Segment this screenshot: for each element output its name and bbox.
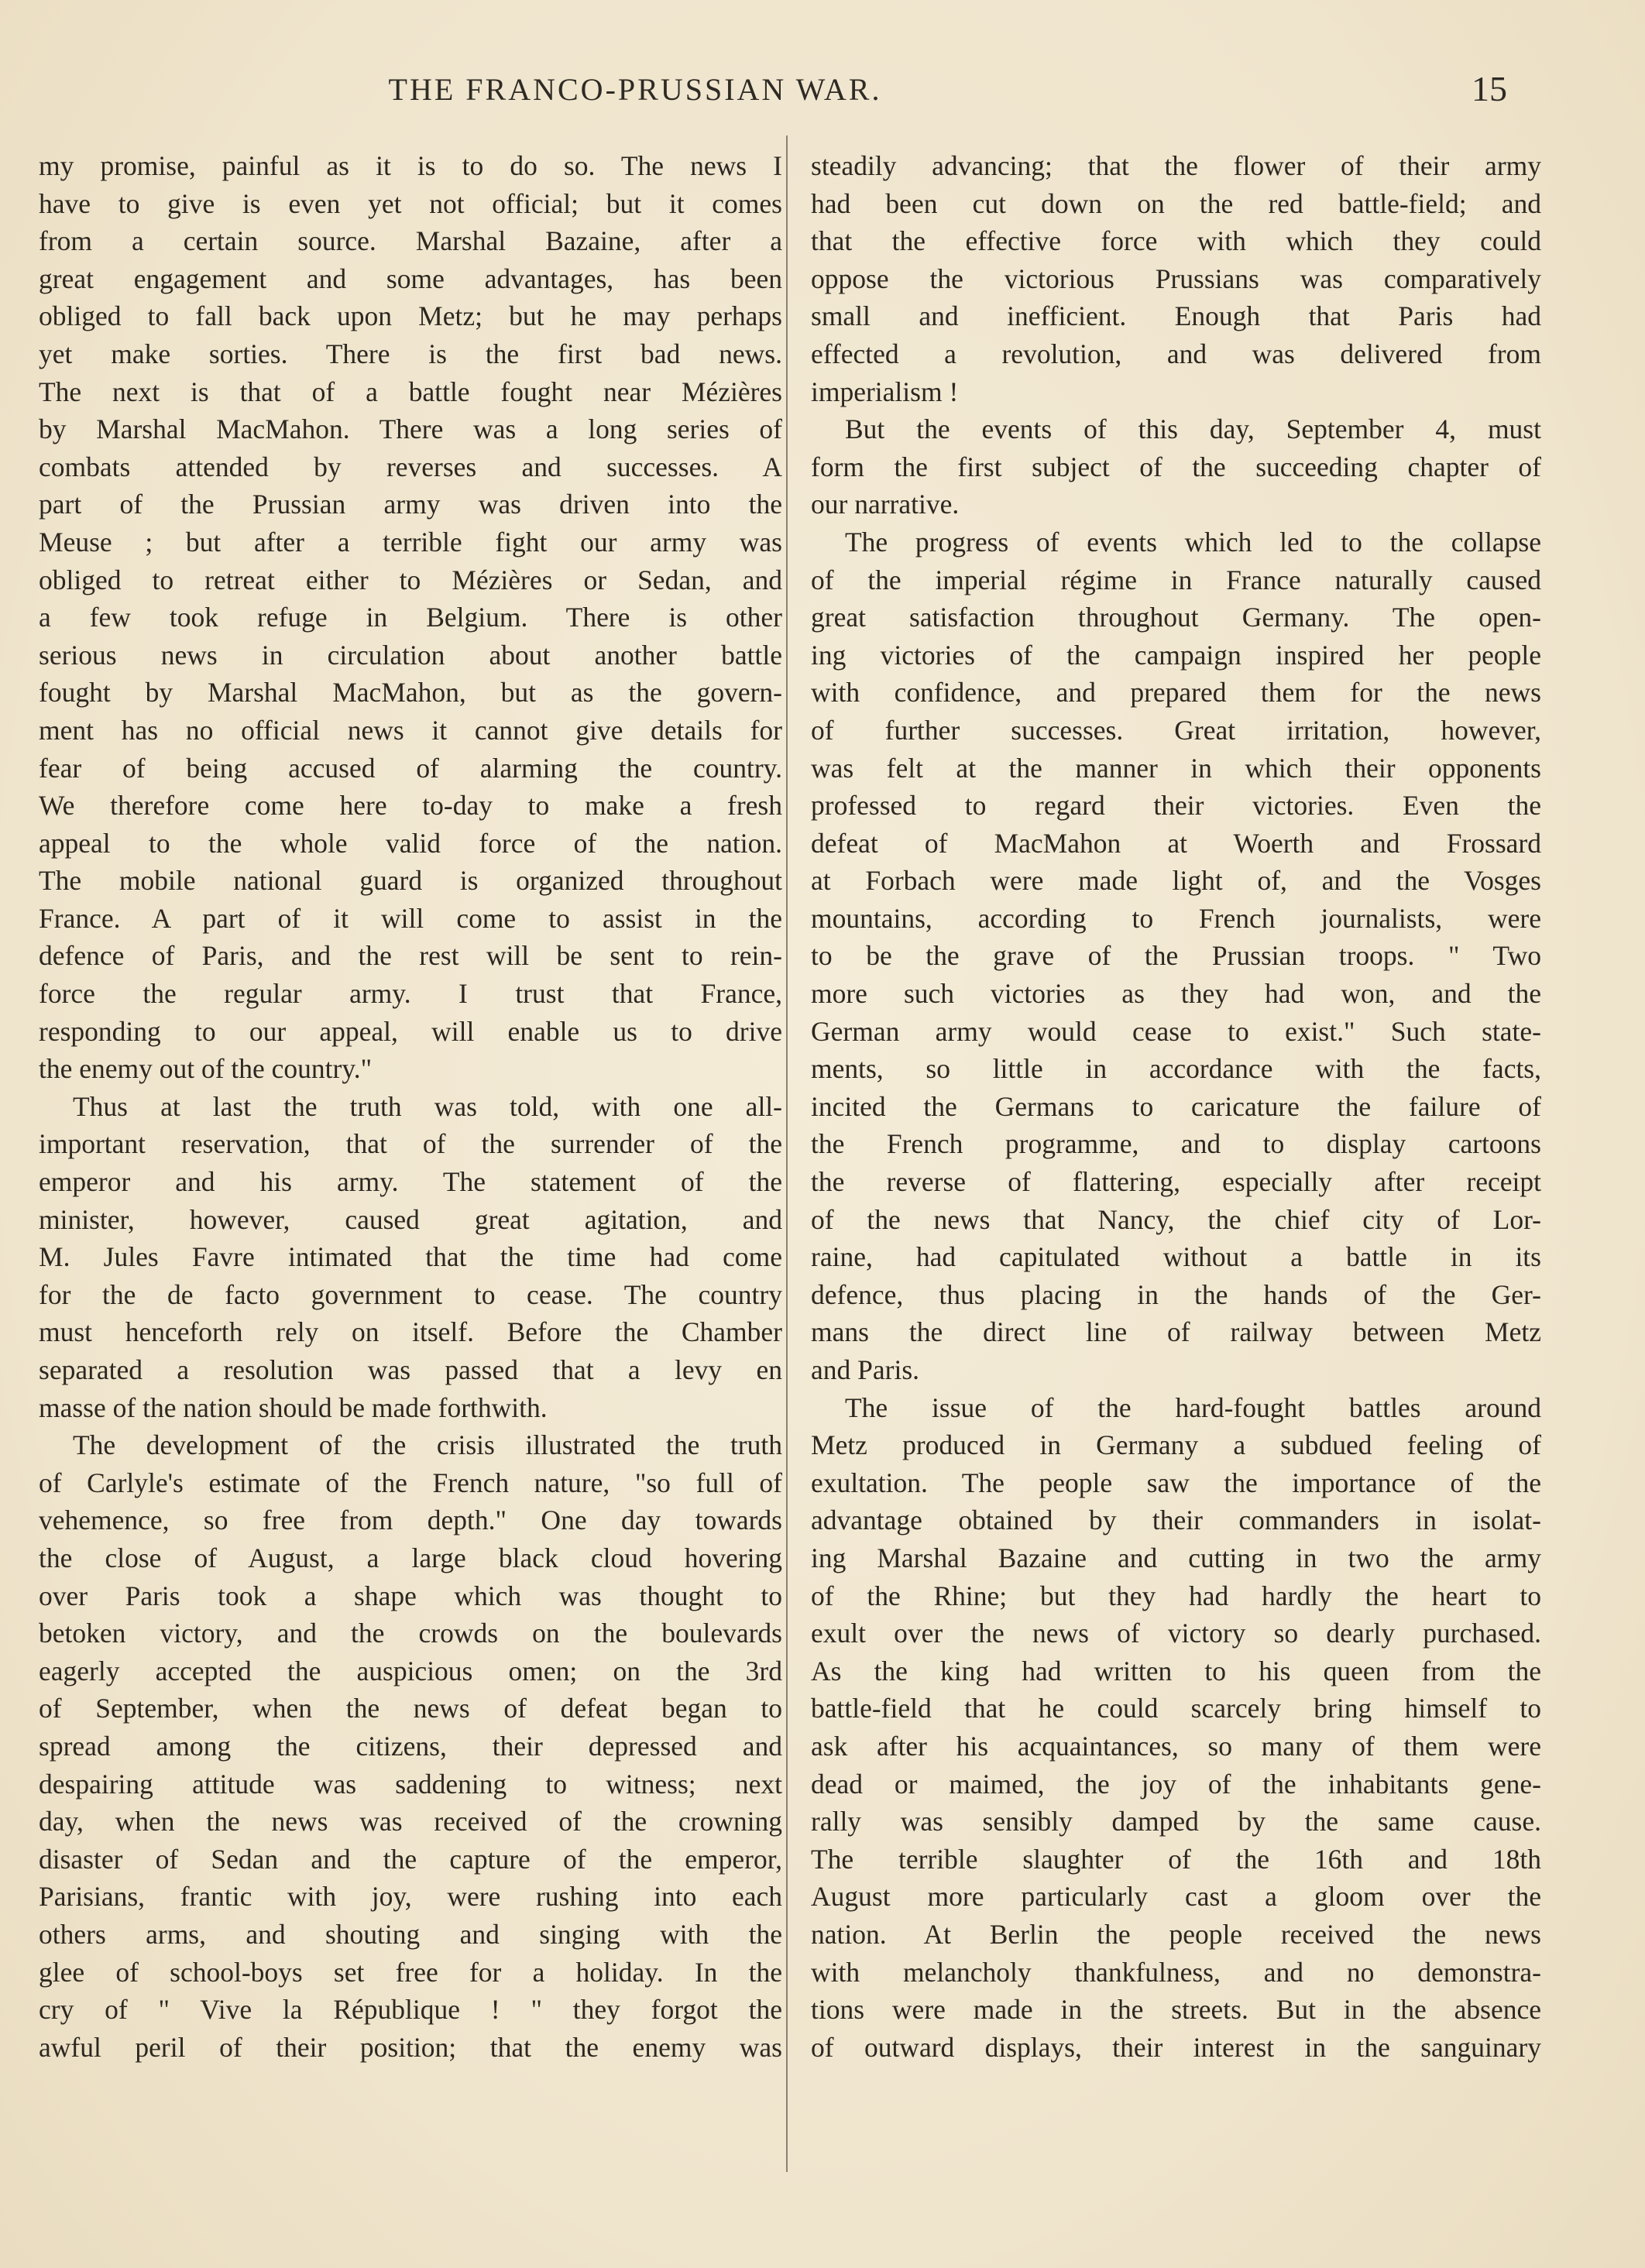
text-line: eagerly accepted the auspicious omen; on the 3rd xyxy=(39,1655,782,1686)
text-line: Parisians, frantic with joy, were rushing into each xyxy=(39,1881,782,1913)
text-line: rally was sensibly damped by the same cause. xyxy=(811,1806,1541,1837)
text-line: ask after his acquaintances, so many of them were xyxy=(811,1730,1541,1762)
text-line: separated a resolution was passed that a levy en xyxy=(39,1354,782,1385)
text-line: our narrative. xyxy=(811,489,960,520)
text-line: obliged to retreat either to Mézières or Sedan, and xyxy=(39,564,782,595)
text-line: of the imperial régime in France naturally caused xyxy=(811,564,1541,595)
text-line: yet make sorties. There is the first bad news. xyxy=(39,338,782,369)
text-line: vehemence, so free from depth." One day towards xyxy=(39,1505,782,1536)
running-title: THE FRANCO-PRUSSIAN WAR. xyxy=(388,72,882,107)
text-line: fought by Marshal MacMahon, but as the govern- xyxy=(39,677,782,709)
text-line: ing victories of the campaign inspired her people xyxy=(811,639,1541,671)
text-line: for the de facto government to cease. The country xyxy=(39,1278,782,1310)
text-line: small and inefficient. Enough that Paris had xyxy=(811,300,1541,332)
text-line: mans the direct line of railway between Metz xyxy=(811,1316,1541,1348)
text-line: had been cut down on the red battle-field; and xyxy=(811,187,1541,219)
text-line: defence, thus placing in the hands of the Ger- xyxy=(811,1278,1541,1310)
text-line: over Paris took a shape which was thought to xyxy=(39,1580,782,1611)
text-line: force the regular army. I trust that France, xyxy=(39,978,782,1010)
text-line: of September, when the news of defeat began to xyxy=(39,1693,782,1724)
text-line: of the Rhine; but they had hardly the heart to xyxy=(811,1580,1541,1611)
text-line: fear of being accused of alarming the country. xyxy=(39,752,782,784)
text-line: and Paris. xyxy=(811,1354,920,1385)
text-line: The terrible slaughter of the 16th and 18th xyxy=(811,1843,1541,1875)
text-line: ments, so little in accordance with the facts, xyxy=(811,1053,1541,1085)
text-line: important reservation, that of the surrender of the xyxy=(39,1128,782,1160)
text-line: was felt at the manner in which their opponents xyxy=(811,752,1541,784)
text-line: France. A part of it will come to assist in the xyxy=(39,902,782,934)
text-line: professed to regard their victories. Even the xyxy=(811,790,1541,822)
text-line: mountains, according to French journalists, were xyxy=(811,902,1541,934)
text-line: nation. At Berlin the people received the news xyxy=(811,1918,1541,1950)
text-line: spread among the citizens, their depressed and xyxy=(39,1730,782,1762)
text-line: my promise, painful as it is to do so. The news I xyxy=(39,150,782,181)
text-line: responding to our appeal, will enable us to drive xyxy=(39,1015,782,1047)
text-line: incited the Germans to caricature the failure of xyxy=(811,1090,1541,1122)
text-line: ment has no official news it cannot give details for xyxy=(39,714,782,746)
text-line: advantage obtained by their commanders in isolat- xyxy=(811,1505,1541,1536)
text-line: The development of the crisis illustrated the truth xyxy=(73,1429,782,1461)
text-line: Meuse ; but after a terrible fight our army was xyxy=(39,526,782,558)
text-line: of the news that Nancy, the chief city of Lor- xyxy=(811,1203,1541,1235)
text-line: disaster of Sedan and the capture of the emperor, xyxy=(39,1843,782,1875)
text-line: great engagement and some advantages, has been xyxy=(39,262,782,294)
text-line: appeal to the whole valid force of the nation. xyxy=(39,827,782,859)
text-line: the French programme, and to display cartoons xyxy=(811,1128,1541,1160)
text-line: effected a revolution, and was delivered from xyxy=(811,338,1541,369)
text-line: exultation. The people saw the importance of the xyxy=(811,1467,1541,1498)
text-line: The mobile national guard is organized throughout xyxy=(39,865,782,897)
text-line: with melancholy thankfulness, and no demonstra- xyxy=(811,1956,1541,1988)
text-line: great satisfaction throughout Germany. The open- xyxy=(811,602,1541,633)
text-line: minister, however, caused great agitation, and xyxy=(39,1203,782,1235)
text-line: awful peril of their position; that the enemy was xyxy=(39,2031,782,2063)
text-line: dead or maimed, the joy of the inhabitants gene- xyxy=(811,1768,1541,1800)
text-line: The progress of events which led to the collapse xyxy=(845,526,1541,558)
text-line: exult over the news of victory so dearly purchased. xyxy=(811,1618,1541,1649)
right-text-column xyxy=(811,147,1541,2066)
text-line: August more particularly cast a gloom over the xyxy=(811,1881,1541,1913)
text-line: form the first subject of the succeeding chapter of xyxy=(811,451,1541,482)
text-line: obliged to fall back upon Metz; but he may perhaps xyxy=(39,300,782,332)
text-line: defence of Paris, and the rest will be sent to rein- xyxy=(39,940,782,972)
text-line: have to give is even yet not official; but it comes xyxy=(39,187,782,219)
text-line: day, when the news was received of the crowning xyxy=(39,1806,782,1837)
text-line: defeat of MacMahon at Woerth and Frossard xyxy=(811,827,1541,859)
text-line: We therefore come here to-day to make a fresh xyxy=(39,790,782,822)
text-line: more such victories as they had won, and the xyxy=(811,978,1541,1010)
text-line: As the king had written to his queen from the xyxy=(811,1655,1541,1686)
text-line: by Marshal MacMahon. There was a long series of xyxy=(39,413,782,445)
text-line: betoken victory, and the crowds on the boulevards xyxy=(39,1618,782,1649)
page-number: 15 xyxy=(1472,69,1507,108)
text-line: glee of school-boys set free for a holiday. In the xyxy=(39,1956,782,1988)
text-line: of further successes. Great irritation, however, xyxy=(811,714,1541,746)
text-line: from a certain source. Marshal Bazaine, after a xyxy=(39,225,782,257)
text-line: battle-field that he could scarcely bring himself to xyxy=(811,1693,1541,1724)
text-line: to be the grave of the Prussian troops. " Two xyxy=(811,940,1541,972)
text-line: that the effective force with which they could xyxy=(811,225,1541,257)
text-line: The next is that of a battle fought near Mézières xyxy=(39,376,782,407)
text-line: the close of August, a large black cloud hovering xyxy=(39,1542,782,1573)
text-line: tions were made in the streets. But in the absence xyxy=(811,1994,1541,2026)
text-line: the enemy out of the country." xyxy=(39,1053,373,1085)
text-line: at Forbach were made light of, and the Vosges xyxy=(811,865,1541,897)
column-divider xyxy=(786,136,788,2172)
text-line: part of the Prussian army was driven into the xyxy=(39,489,782,520)
text-line: cry of " Vive la République ! " they forgot the xyxy=(39,1994,782,2026)
text-line: The issue of the hard-fought battles around xyxy=(845,1391,1541,1423)
text-line: of outward displays, their interest in the sanguinary xyxy=(811,2031,1541,2063)
text-line: raine, had capitulated without a battle in its xyxy=(811,1241,1541,1273)
text-line: despairing attitude was saddening to witness; next xyxy=(39,1768,782,1800)
text-line: combats attended by reverses and successes. A xyxy=(39,451,782,482)
text-line: serious news in circulation about another battle xyxy=(39,639,782,671)
text-line: the reverse of flattering, especially after receipt xyxy=(811,1166,1541,1198)
text-line: a few took refuge in Belgium. There is other xyxy=(39,602,782,633)
text-line: of Carlyle's estimate of the French nature, "so full of xyxy=(39,1467,782,1498)
text-line: must henceforth rely on itself. Before the Chamber xyxy=(39,1316,782,1348)
text-line: imperialism ! xyxy=(811,376,959,407)
text-line: emperor and his army. The statement of the xyxy=(39,1166,782,1198)
text-line: German army would cease to exist." Such state- xyxy=(811,1015,1541,1047)
text-line: Metz produced in Germany a subdued feeling of xyxy=(811,1429,1541,1461)
text-line: oppose the victorious Prussians was comparatively xyxy=(811,262,1541,294)
text-line: But the events of this day, September 4, must xyxy=(845,413,1541,445)
text-line: M. Jules Favre intimated that the time had come xyxy=(39,1241,782,1273)
text-line: masse of the nation should be made forthwith. xyxy=(39,1391,548,1423)
text-line: steadily advancing; that the flower of their army xyxy=(811,150,1541,181)
text-line: Thus at last the truth was told, with one all- xyxy=(73,1090,782,1122)
text-line: ing Marshal Bazaine and cutting in two the army xyxy=(811,1542,1541,1573)
text-line: others arms, and shouting and singing with the xyxy=(39,1918,782,1950)
text-line: with confidence, and prepared them for the news xyxy=(811,677,1541,709)
left-text-column xyxy=(39,147,782,2066)
